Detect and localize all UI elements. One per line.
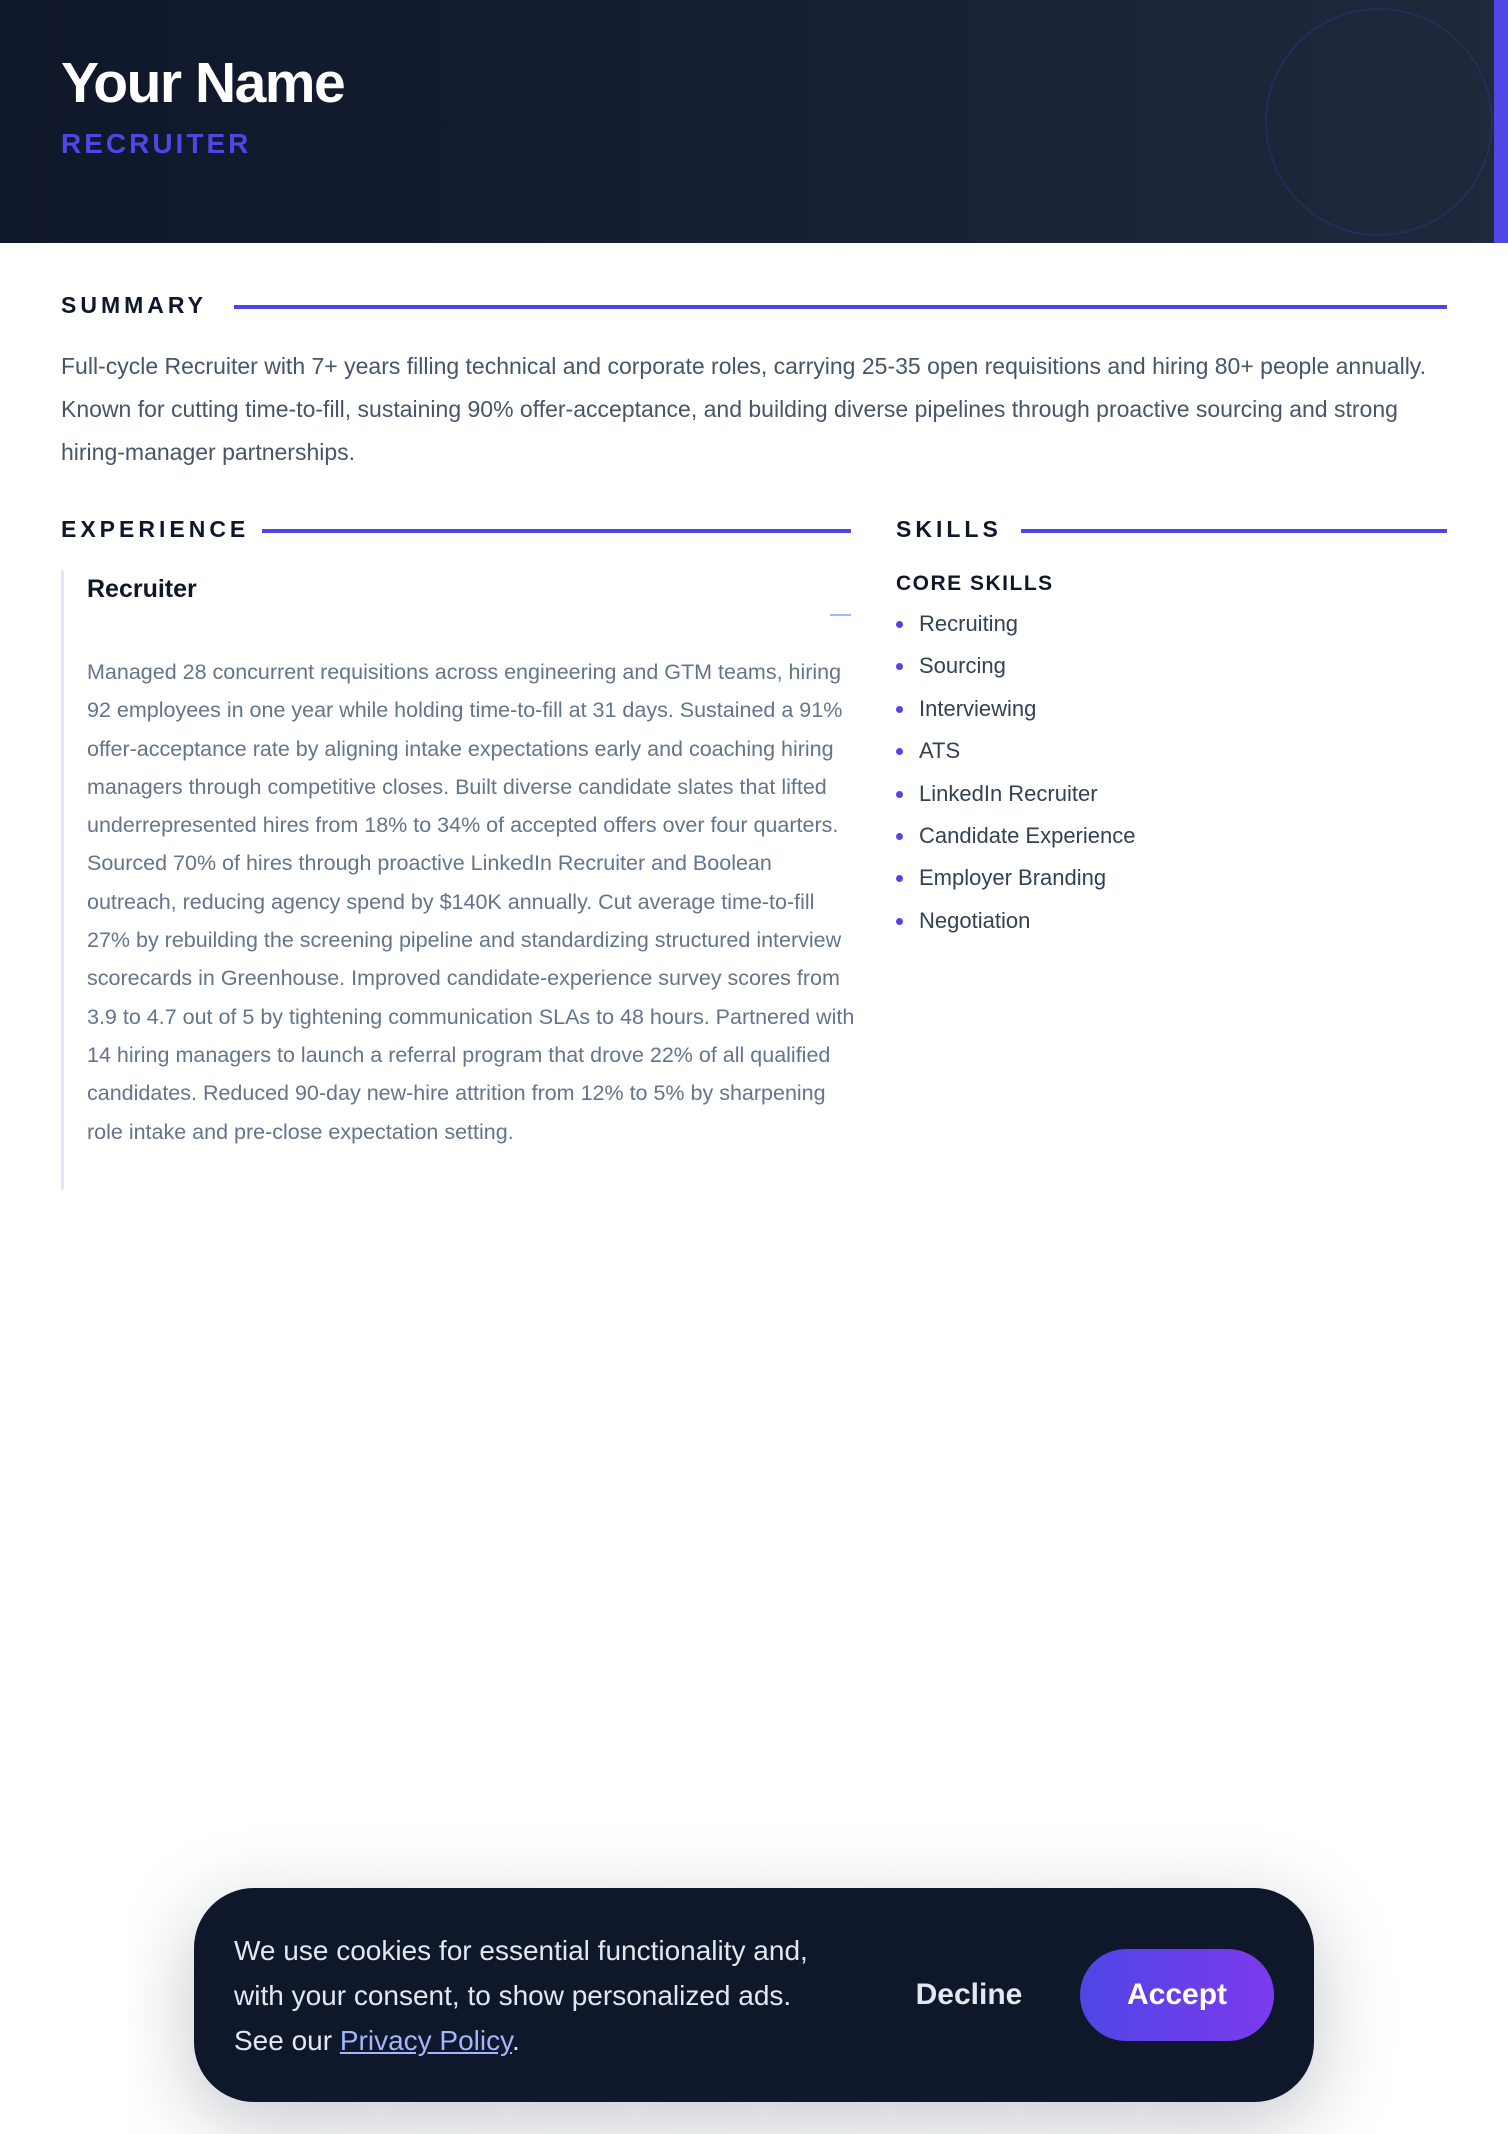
- candidate-name: Your Name: [61, 51, 345, 115]
- skills-divider: [1021, 529, 1447, 533]
- skill-label: Employer Branding: [919, 865, 1107, 891]
- bullet-icon: [896, 918, 903, 925]
- skill-item: [896, 609, 1135, 651]
- job-dates-placeholder: [830, 614, 851, 616]
- skill-item: [896, 906, 1135, 948]
- bullet-icon: [896, 706, 903, 713]
- candidate-role: RECRUITER: [61, 128, 252, 159]
- cookie-banner: [194, 1888, 1314, 2102]
- cookie-message-text: We use cookies for essential functionality and, with your consent, to show personalized ads. See our: [234, 1935, 808, 2056]
- bullet-icon: [896, 833, 903, 840]
- cookie-message: [234, 1928, 844, 2063]
- experience-heading: EXPERIENCE: [61, 516, 250, 542]
- skill-label: Negotiation: [919, 907, 1031, 933]
- skill-item: [896, 863, 1135, 905]
- header-accent-strip: [1494, 0, 1508, 243]
- skill-item: [896, 651, 1135, 693]
- bullet-icon: [896, 791, 903, 798]
- skill-label: Sourcing: [919, 653, 1006, 679]
- core-skills-heading: CORE SKILLS: [896, 572, 1054, 595]
- skill-label: LinkedIn Recruiter: [919, 780, 1098, 806]
- summary-heading: SUMMARY: [61, 292, 207, 318]
- skill-item: [896, 736, 1135, 778]
- skill-label: Recruiting: [919, 611, 1019, 636]
- summary-text: Full-cycle Recruiter with 7+ years filling technical and corporate roles, carrying 25-35 open requisitions and hiring 80+ people annually. Known for cutting time-to-fill, sustaining 90% offer-acceptance, and building diverse pipelines through proactive sourcing and strong hiring-manager partnerships.: [61, 353, 1426, 465]
- bullet-icon: [896, 875, 903, 882]
- experience-divider: [262, 529, 851, 533]
- privacy-policy-link[interactable]: Privacy Policy: [339, 2025, 513, 2056]
- cookie-message-end: .: [512, 2025, 520, 2056]
- decline-button[interactable]: Decline: [894, 1949, 1044, 2041]
- resume-header: [0, 0, 1508, 243]
- skills-list: [896, 609, 1135, 948]
- skill-item: [896, 694, 1135, 736]
- skills-heading: SKILLS: [896, 516, 1002, 542]
- summary-divider: [234, 305, 1447, 309]
- bullet-icon: [896, 621, 903, 628]
- skill-item: [896, 779, 1135, 821]
- bullet-icon: [896, 748, 903, 755]
- bullet-icon: [896, 663, 903, 670]
- job-description: Managed 28 concurrent requisitions across engineering and GTM teams, hiring 92 employees in one year while holding time-to-fill at 31 days. Sustained a 91% offer-acceptance rate by aligning intake expectations early and coaching hiring managers through competitive closes. Built diverse candidate slates that lifted underrepresented hires from 18% to 34% of accepted offers over four quarters. Sourced 70% of hires through proactive LinkedIn Recruiter and Boolean outreach, reducing agency spend by $140K annually. Cut average time-to-fill 27% by rebuilding the screening pipeline and standardizing structured interview scorecards in Greenhouse. Improved candidate-experience survey scores from 3.9 to 4.7 out of 5 by tightening communication SLAs to 48 hours. Partnered with 14 hiring managers to launch a referral program that drove 22% of all qualified candidates. Reduced 90-day new-hire attrition from 12% to 5% by sharpening role intake and pre-close expectation setting.: [87, 660, 855, 1144]
- skill-item: [896, 821, 1135, 863]
- accept-button[interactable]: Accept: [1080, 1949, 1274, 2041]
- job-title: Recruiter: [87, 575, 197, 603]
- skill-label: ATS: [919, 738, 961, 764]
- skill-label: Interviewing: [919, 695, 1037, 721]
- skill-label: Candidate Experience: [919, 822, 1136, 848]
- decorative-circle: [1265, 8, 1493, 236]
